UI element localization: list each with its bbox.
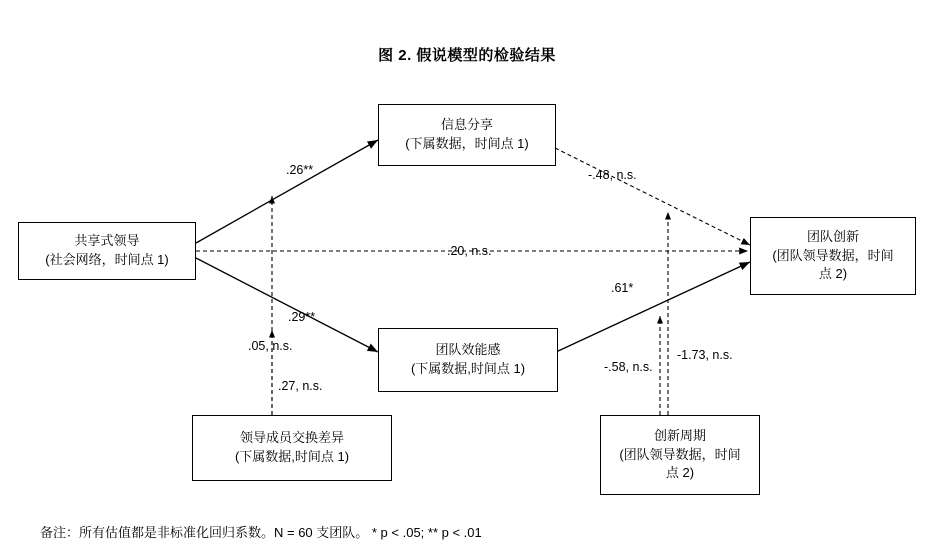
node-line: 信息分享 [440, 117, 493, 133]
node-team-efficacy [378, 328, 558, 392]
edge-label-cycle-to-is: -1.73, n.s. [677, 348, 733, 362]
figure-footnote: 备注：所有估值都是非标准化回归系数。N = 60 支团队。 * p < .05; ** p < .01 [40, 525, 482, 540]
node-line: 点 2) [818, 266, 848, 282]
node-line: 领导成员交换差异 [239, 430, 344, 446]
edge-label-cycle-to-te: -.58, n.s. [604, 360, 653, 374]
edge-label-sl-to-te: .29** [288, 310, 316, 324]
node-lmx-differentiation [192, 415, 392, 481]
node-line: 共享式领导 [74, 233, 140, 249]
node-line: (下属数据，时间点 1) [405, 136, 529, 151]
edge-label-lmx-to-te: .27, n.s. [278, 379, 323, 393]
node-line: (团队领导数据，时间 [772, 247, 894, 263]
edge-label-is-to-ti: -.48, n.s. [588, 168, 637, 182]
node-line: 创新周期 [653, 427, 706, 443]
node-line: (下属数据,时间点 1) [234, 449, 350, 464]
edge-label-sl-to-ti-direct: .20, n.s. [447, 244, 492, 258]
node-line: (下属数据,时间点 1) [410, 361, 526, 376]
edge-label-lmx-to-sl-is: .05, n.s. [248, 339, 293, 353]
figure-title: 图 2. 假说模型的检验结果 [378, 47, 556, 64]
node-line: 团队效能感 [435, 342, 501, 358]
node-line: (团队领导数据，时间 [619, 446, 741, 462]
node-line: (社会网络，时间点 1) [45, 252, 169, 267]
edge-label-te-to-ti: .61* [611, 281, 634, 295]
edge-label-sl-to-is: .26** [286, 163, 314, 177]
node-shared-leadership [18, 222, 196, 280]
node-team-innovation [750, 217, 916, 295]
node-line: 团队创新 [806, 228, 859, 244]
node-information-sharing [378, 104, 556, 166]
node-innovation-cycle [600, 415, 760, 495]
node-line: 点 2) [665, 465, 695, 481]
